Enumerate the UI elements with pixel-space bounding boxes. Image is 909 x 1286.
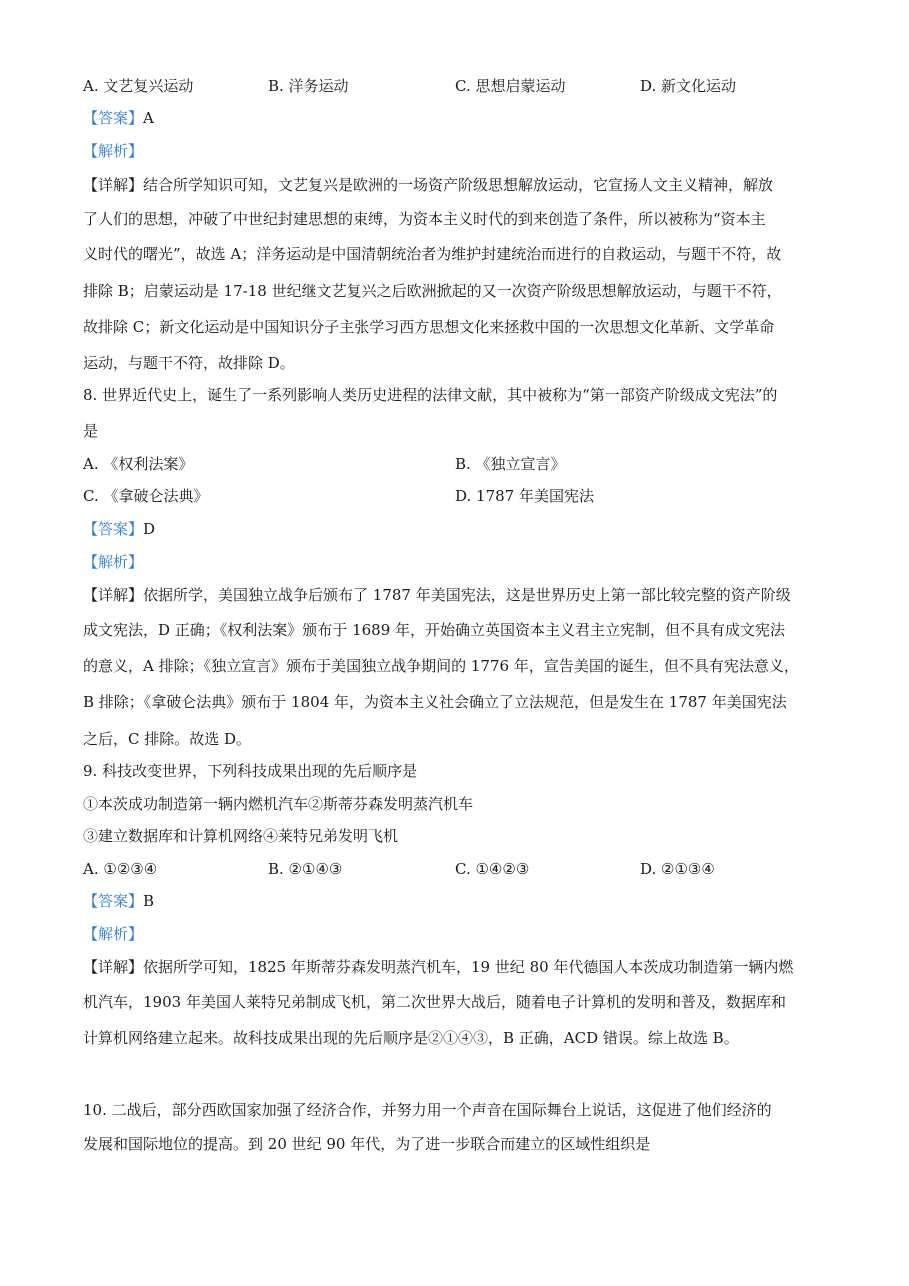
q10-stem: 发展和国际地位的提高。到 20 世纪 90 年代，为了进一步联合而建立的区域性组织是 [83,1135,651,1153]
q7-analysis-tag: 【解析】 [83,142,144,160]
q8-detail-line: 成文宪法，D 正确；《权利法案》颁布于 1689 年，开始确立英国资本主义君主立宪制，但不具有成文宪法 [83,621,786,639]
q10-stem: 10. 二战后，部分西欧国家加强了经济合作，并努力用一个声音在国际舞台上说话，这促进了他们经济的 [83,1101,772,1119]
q7-answer [83,107,154,129]
q7-option-c: C. 思想启蒙运动 [455,77,566,95]
q8-answer [83,518,155,540]
q7-detail-line: 【详解】结合所学知识可知，文艺复兴是欧洲的一场资产阶级思想解放运动，它宣扬人文主义精神，解放 [83,176,774,194]
q8-analysis-tag: 【解析】 [83,553,144,571]
q9-option-b: B. ②①④③ [268,860,343,878]
q8-option-b: B. 《独立宣言》 [455,455,566,473]
q8-option-c: C. 《拿破仑法典》 [83,487,209,505]
q9-stem: ③建立数据库和计算机网络④莱特兄弟发明飞机 [83,827,399,845]
q7-option-b: B. 洋务运动 [268,77,349,95]
q8-option-a: A. 《权利法案》 [83,455,194,473]
q8-stem: 是 [83,422,99,440]
q9-detail-line: 计算机网络建立起来。故科技成果出现的先后顺序是②①④③，B 正确，ACD 错误。综上故选 B。 [83,1029,739,1047]
q9-option-c: C. ①④②③ [455,860,530,878]
q9-option-a: A. ①②③④ [83,860,158,878]
answer-tag: 【答案】 [83,520,144,538]
q9-stem: 9. 科技改变世界，下列科技成果出现的先后顺序是 [83,762,418,780]
answer-tag: 【答案】 [83,892,144,910]
q7-detail-line: 义时代的曙光”，故选 A；洋务运动是中国清朝统治者为维护封建统治而进行的自救运动，与题干不符，故 [83,245,782,263]
q8-stem: 8. 世界近代史上，诞生了一系列影响人类历史进程的法律文献，其中被称为“第一部资产阶级成文宪法”的 [83,386,778,404]
q9-analysis-tag: 【解析】 [83,925,144,943]
q8-option-d: D. 1787 年美国宪法 [455,487,594,505]
answer-value: A [143,109,154,127]
q9-answer [83,890,154,912]
q7-detail-line: 运动，与题干不符，故排除 D。 [83,354,295,372]
q9-detail-line: 【详解】依据所学可知，1825 年斯蒂芬森发明蒸汽机车，19 世纪 80 年代德国人本茨成功制造第一辆内燃 [83,958,794,976]
q8-detail-line: 之后，C 排除。故选 D。 [83,730,252,748]
q7-detail-line: 了人们的思想，冲破了中世纪封建思想的束缚，为资本主义时代的到来创造了条件，所以被称为“资本主 [83,210,766,228]
q7-option-a: A. 文艺复兴运动 [83,77,194,95]
q9-option-d: D. ②①③④ [640,860,715,878]
q7-detail-line: 故排除 C；新文化运动是中国知识分子主张学习西方思想文化来拯救中国的一次思想文化革新、文学革命 [83,318,775,336]
q7-option-d: D. 新文化运动 [640,77,737,95]
q8-detail-line: 【详解】依据所学，美国独立战争后颁布了 1787 年美国宪法，这是世界历史上第一部比较完整的资产阶级 [83,586,791,604]
q7-detail-line: 排除 B；启蒙运动是 17-18 世纪继文艺复兴之后欧洲掀起的又一次资产阶级思想解放运动，与题干不符， [83,282,782,300]
q8-detail-line: B 排除；《拿破仑法典》颁布于 1804 年，为资本主义社会确立了立法规范，但是发生在 1787 年美国宪法 [83,693,787,711]
answer-value: B [143,892,155,910]
q9-detail-line: 机汽车，1903 年美国人莱特兄弟制成飞机，第二次世界大战后，随着电子计算机的发明和普及，数据库和 [83,993,786,1011]
answer-value: D [143,520,156,538]
q9-stem: ①本茨成功制造第一辆内燃机汽车②斯蒂芬森发明蒸汽机车 [83,795,474,813]
answer-tag: 【答案】 [83,109,144,127]
q8-detail-line: 的意义，A 排除；《独立宣言》颁布于美国独立战争期间的 1776 年，宣告美国的诞生，但不具有宪法意义， [83,657,799,675]
